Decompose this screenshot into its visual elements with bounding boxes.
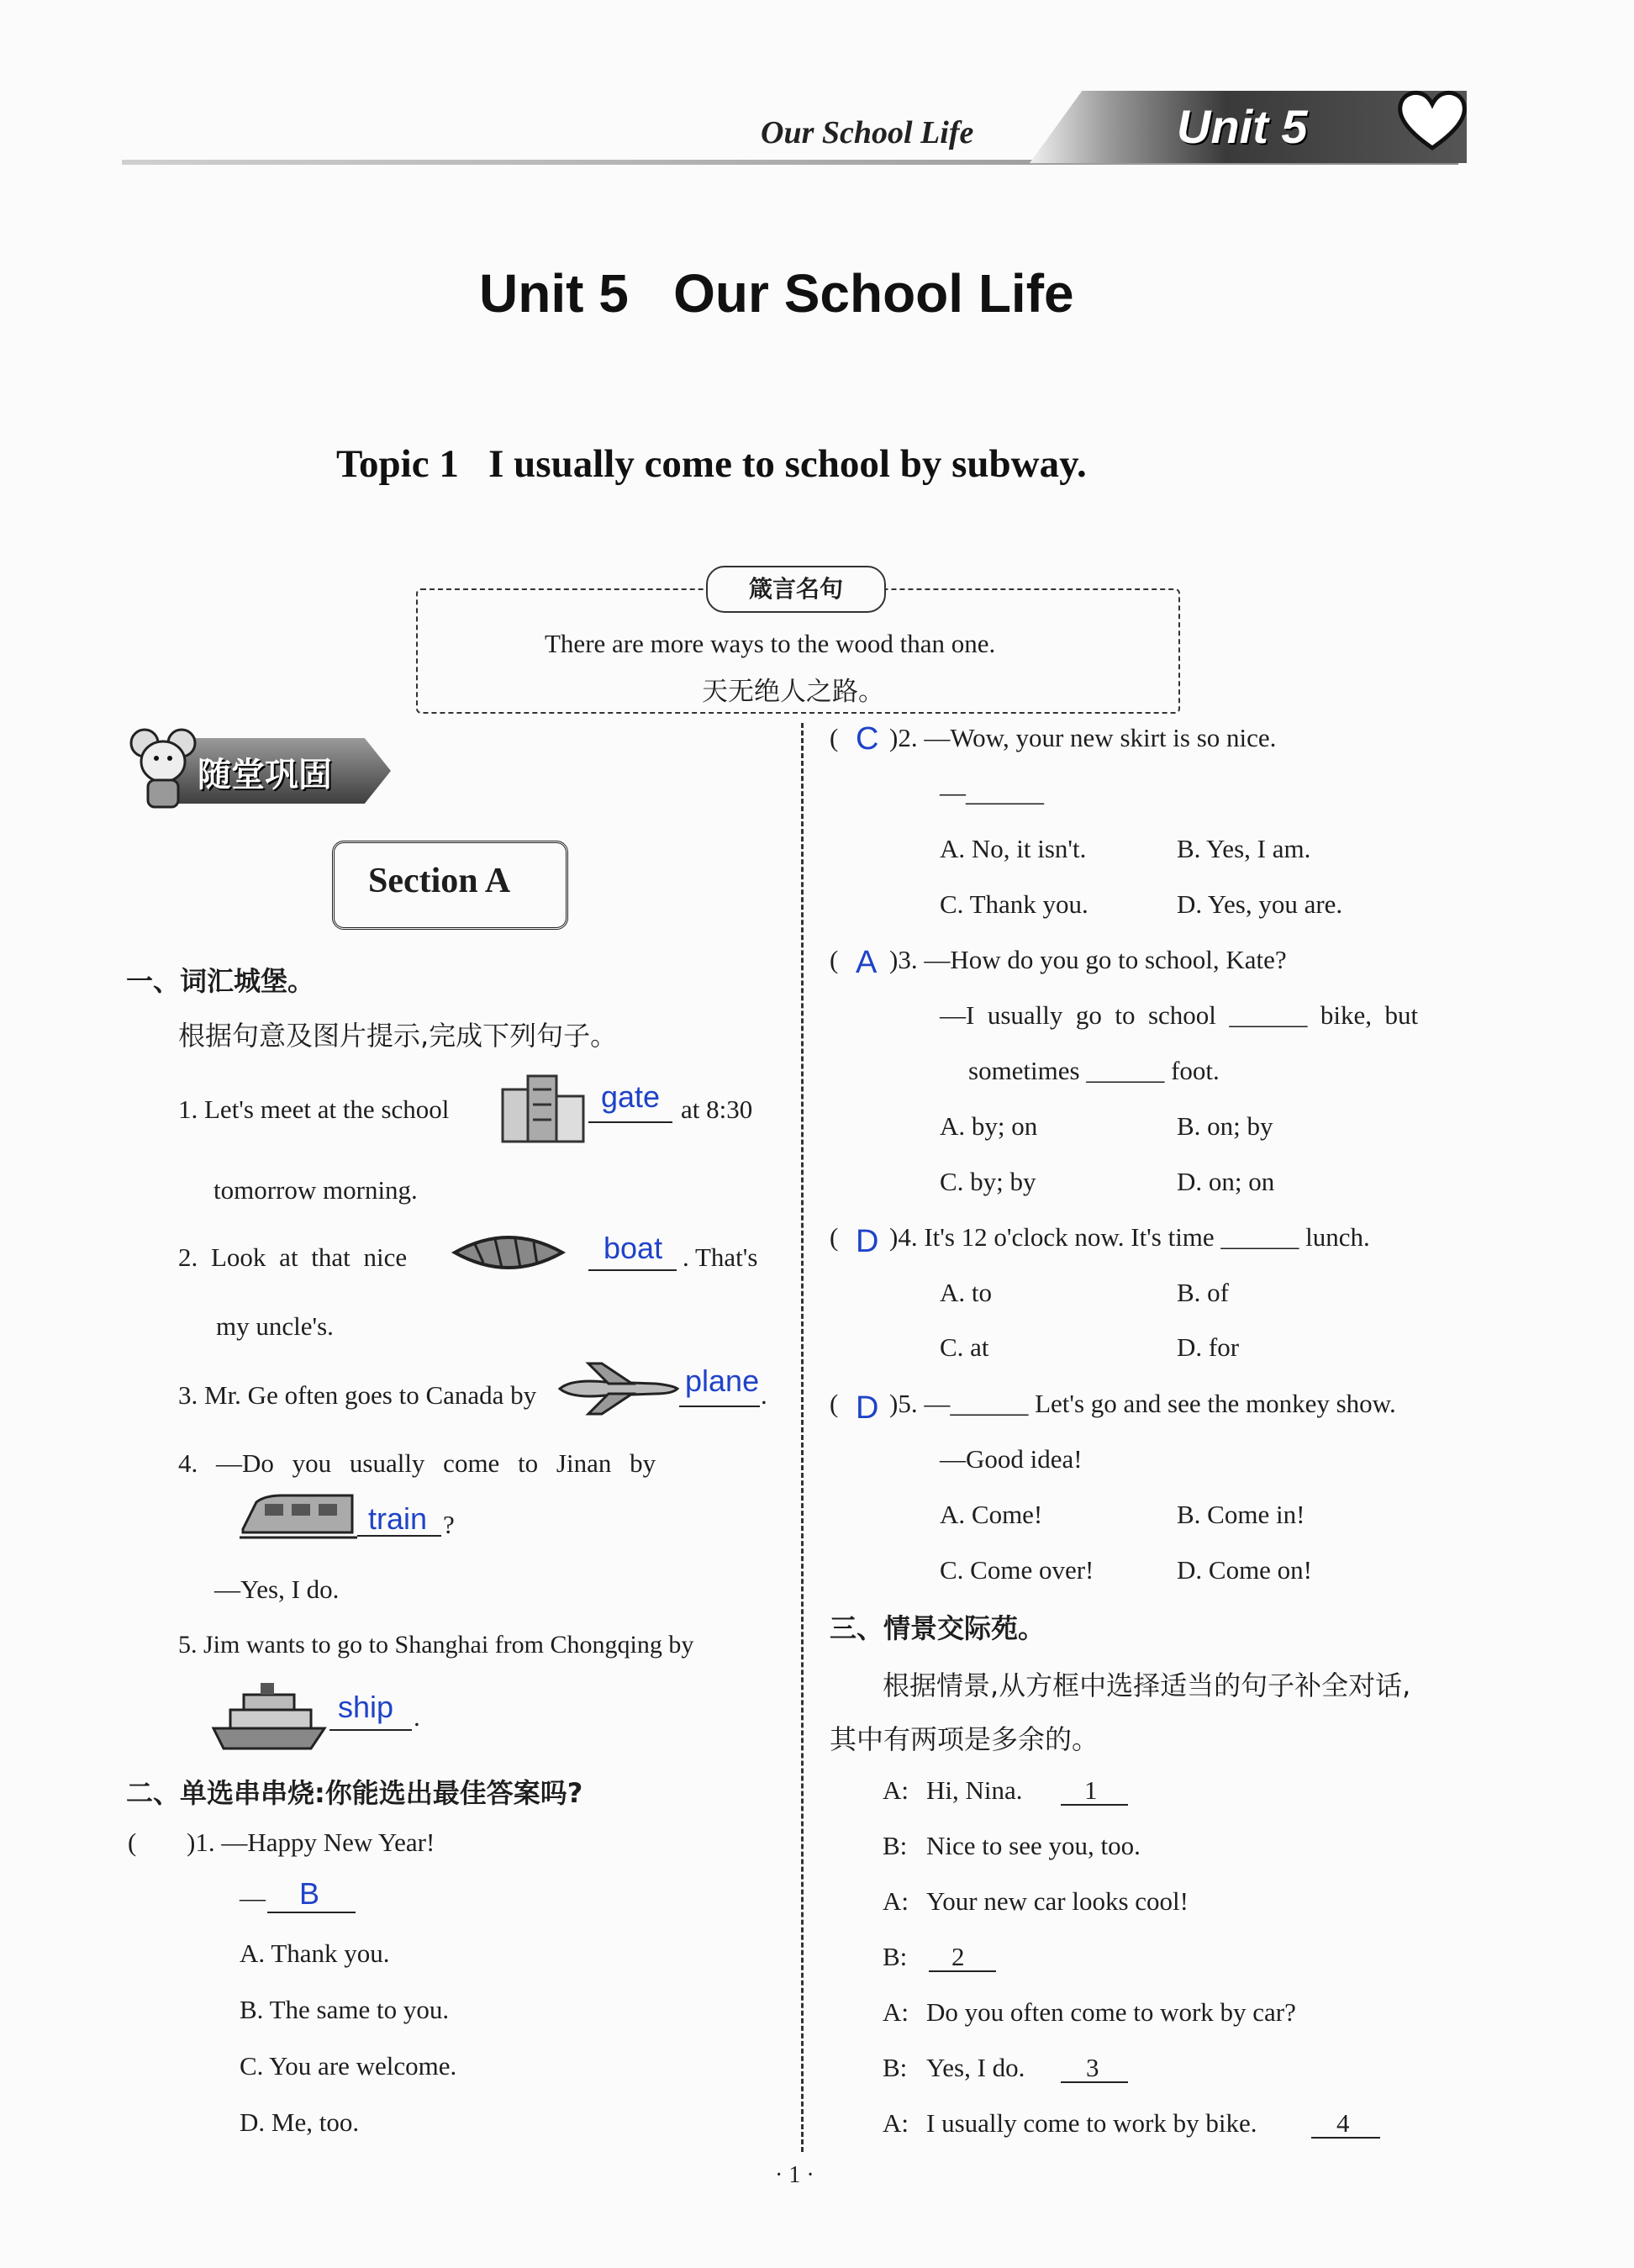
proverb-label: 箴言名句 — [706, 566, 886, 613]
q2-stem: )2. —Wow, your new skirt is so nice. — [889, 723, 1277, 752]
q1-option-a: A. Thank you. — [240, 1938, 390, 1968]
building-icon — [496, 1073, 588, 1145]
part2-heading: 二、单选串串烧:你能选出最佳答案吗? — [126, 1777, 583, 1809]
unit-title: Unit 5 Our School Life — [479, 263, 1074, 324]
plane-icon — [555, 1360, 681, 1417]
q4-option-a: A. to — [940, 1278, 992, 1307]
q3-option-b: B. on; by — [1177, 1111, 1273, 1141]
q5-stem: )5. —______ Let's go and see the monkey show. — [889, 1389, 1396, 1418]
vocab-item-4-cont: —Yes, I do. — [214, 1574, 340, 1604]
dialogue-speaker-2: B: — [883, 1831, 908, 1860]
vocab-item-3-post: . — [761, 1380, 767, 1410]
dialogue-line-1: Hi, Nina. — [926, 1775, 1023, 1805]
part3-heading: 三、情景交际苑。 — [830, 1612, 1046, 1644]
q5-option-d: D. Come on! — [1177, 1555, 1313, 1585]
vocab-answer-5: ship — [338, 1690, 394, 1724]
vocab-answer-4: train — [368, 1501, 428, 1536]
q2-option-c: C. Thank you. — [940, 889, 1088, 919]
answer-line-5 — [329, 1729, 412, 1731]
q3-paren: ( — [830, 945, 839, 974]
vocab-item-1-post: at 8:30 — [681, 1094, 753, 1124]
part1-heading: 一、词汇城堡。 — [126, 965, 315, 997]
unit-tab-label: Unit 5 — [1177, 100, 1308, 153]
ship-icon — [210, 1681, 328, 1752]
dialogue-speaker-5: A: — [883, 1997, 909, 2027]
q4-option-b: B. of — [1177, 1278, 1229, 1307]
q4-option-d: D. for — [1177, 1332, 1240, 1362]
q3-stem: )3. —How do you go to school, Kate? — [889, 945, 1287, 974]
dialogue-speaker-4: B: — [883, 1942, 908, 1971]
vocab-item-2-text: 2. Look at that nice — [178, 1242, 408, 1272]
q1-option-c: C. You are welcome. — [240, 2051, 457, 2081]
answer-line-1 — [588, 1121, 672, 1123]
q4-option-c: C. at — [940, 1332, 989, 1362]
vocab-item-2-cont: my uncle's. — [216, 1311, 334, 1341]
dialogue-line-7: I usually come to work by bike. — [926, 2108, 1257, 2138]
dialogue-blank-4-num: 4 — [1336, 2108, 1350, 2138]
section-label: Section A — [368, 862, 511, 900]
mascot-mouse-icon — [126, 725, 202, 817]
q1-reply-line — [267, 1912, 356, 1913]
q5-answer: D — [856, 1390, 879, 1426]
train-icon — [240, 1492, 357, 1543]
dialogue-line-2: Nice to see you, too. — [926, 1831, 1141, 1860]
q2-option-b: B. Yes, I am. — [1177, 834, 1311, 863]
q1-option-d: D. Me, too. — [240, 2107, 360, 2137]
q3-answer: A — [856, 945, 878, 980]
heart-logo-icon — [1397, 87, 1468, 151]
column-divider — [801, 723, 804, 2152]
part3-instruction-2: 其中有两项是多余的。 — [830, 1723, 1099, 1755]
vocab-item-2-post: . That's — [683, 1242, 758, 1272]
vocab-item-4-text: 4. —Do you usually come to Jinan by — [178, 1448, 656, 1478]
q2-reply: —______ — [940, 778, 1044, 807]
part3-instruction-1: 根据情景,从方框中选择适当的句子补全对话, — [883, 1669, 1411, 1701]
q3-reply2: sometimes ______ foot. — [968, 1056, 1220, 1085]
vocab-item-1-text: 1. Let's meet at the school — [178, 1094, 450, 1124]
q4-paren: ( — [830, 1222, 839, 1252]
q1-option-b: B. The same to you. — [240, 1995, 450, 2024]
part1-instruction: 根据句意及图片提示,完成下列句子。 — [178, 1020, 618, 1052]
proverb-english: There are more ways to the wood than one. — [545, 629, 996, 658]
q3-option-d: D. on; on — [1177, 1167, 1275, 1196]
q2-option-d: D. Yes, you are. — [1177, 889, 1343, 919]
page-number: · 1 · — [775, 2162, 814, 2188]
dialogue-speaker-7: A: — [883, 2108, 909, 2138]
q1-reply-answer: B — [299, 1876, 320, 1911]
q1-stem: )1. —Happy New Year! — [187, 1828, 435, 1857]
q4-answer: D — [856, 1224, 879, 1259]
dialogue-line-5: Do you often come to work by car? — [926, 1997, 1296, 2027]
vocab-answer-2: boat — [604, 1231, 663, 1265]
vocab-item-4-post: ? — [443, 1510, 455, 1539]
q2-paren: ( — [830, 723, 839, 752]
dialogue-speaker-1: A: — [883, 1775, 909, 1805]
dialogue-speaker-6: B: — [883, 2053, 908, 2082]
q3-option-c: C. by; by — [940, 1167, 1036, 1196]
vocab-item-5-post: . — [414, 1702, 420, 1732]
q5-option-c: C. Come over! — [940, 1555, 1094, 1585]
dialogue-blank-1-num: 1 — [1084, 1775, 1098, 1805]
running-title: Our School Life — [761, 115, 974, 150]
dialogue-speaker-3: A: — [883, 1886, 909, 1916]
vocab-item-5-text: 5. Jim wants to go to Shanghai from Chongqing by — [178, 1631, 694, 1659]
q3-option-a: A. by; on — [940, 1111, 1038, 1141]
dialogue-line-3: Your new car looks cool! — [926, 1886, 1189, 1916]
practice-banner-label: 随堂巩固 — [198, 756, 332, 794]
q2-option-a: A. No, it isn't. — [940, 834, 1087, 863]
vocab-item-3-text: 3. Mr. Ge often goes to Canada by — [178, 1380, 537, 1410]
answer-line-3 — [679, 1406, 760, 1407]
q1-paren: ( — [128, 1828, 137, 1857]
q2-answer: C — [856, 721, 879, 757]
q4-stem: )4. It's 12 o'clock now. It's time ______ lunch. — [889, 1222, 1370, 1252]
vocab-answer-3: plane — [685, 1363, 760, 1398]
boat-icon — [450, 1227, 567, 1283]
q5-option-b: B. Come in! — [1177, 1500, 1305, 1529]
dialogue-blank-2-num: 2 — [951, 1942, 965, 1971]
q5-option-a: A. Come! — [940, 1500, 1043, 1529]
q5-paren: ( — [830, 1389, 839, 1418]
answer-line-2 — [588, 1269, 677, 1271]
q5-reply: —Good idea! — [940, 1444, 1083, 1474]
dialogue-blank-3-num: 3 — [1086, 2053, 1099, 2082]
q3-reply: —I usually go to school ______ bike, but — [940, 1000, 1419, 1030]
vocab-answer-1: gate — [601, 1079, 661, 1114]
dialogue-line-6: Yes, I do. — [926, 2053, 1025, 2082]
q1-reply: — — [240, 1883, 266, 1912]
proverb-chinese: 天无绝人之路。 — [702, 677, 884, 707]
topic-title: Topic 1 I usually come to school by subway. — [336, 442, 1087, 486]
vocab-item-1-cont: tomorrow morning. — [213, 1175, 418, 1205]
